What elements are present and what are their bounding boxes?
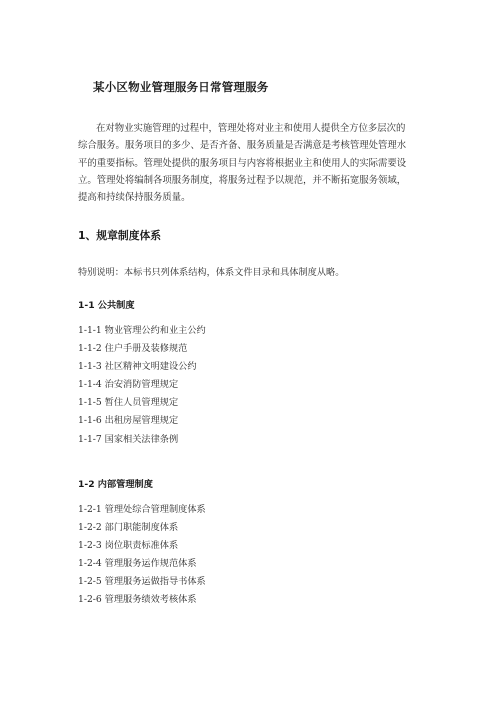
intro-line: 在对物业实施管理的过程中，管理处将对业主和使用人提供全方位多层次的 <box>96 123 406 134</box>
list-item: 1-1-1 物业管理公约和业主公约 <box>78 325 206 336</box>
list-item: 1-2-1 管理处综合管理制度体系 <box>78 504 206 515</box>
section-heading: 1、规章制度体系 <box>78 229 162 242</box>
intro-line: 立。管理处将编制各项服务制度，将服务过程予以规范，并不断拓宽服务领域， <box>78 174 407 186</box>
subsection-heading-internal-rules: 1-2 内部管理制度 <box>78 479 153 490</box>
list-item: 1-2-4 管理服务运作规范体系 <box>78 558 197 570</box>
public-rules-list <box>78 322 206 449</box>
list-item: 1-1-3 社区精神文明建设公约 <box>78 361 197 373</box>
subsection-heading-public-rules: 1-1 公共制度 <box>78 300 135 311</box>
list-item: 1-1-2 住户手册及装修规范 <box>78 343 188 355</box>
list-item: 1-2-3 岗位职责标准体系 <box>78 540 179 552</box>
list-item: 1-2-5 管理服务运做指导书体系 <box>78 576 206 588</box>
internal-rules-list <box>78 501 206 610</box>
list-item: 1-2-2 部门职能制度体系 <box>78 522 179 534</box>
intro-line: 提高和持续保持服务质量。 <box>78 192 191 204</box>
document-title: 某小区物业管理服务日常管理服务 <box>93 80 269 94</box>
list-item: 1-2-6 管理服务绩效考核体系 <box>78 594 197 606</box>
special-note: 特别说明：本标书只列体系结构，体系文件目录和具体制度从略。 <box>78 267 345 278</box>
list-item: 1-1-5 暂住人员管理规定 <box>78 397 179 409</box>
intro-line: 综合服务。服务项目的多少、是否齐备、服务质量是否满意是考核管理处管理水 <box>78 140 407 152</box>
list-item: 1-1-7 国家相关法律条例 <box>78 433 179 445</box>
intro-line: 平的重要指标。管理处提供的服务项目与内容将根据业主和使用人的实际需要设 <box>78 157 407 169</box>
list-item: 1-1-6 出租房屋管理规定 <box>78 415 179 427</box>
intro-paragraph <box>78 120 438 206</box>
list-item: 1-1-4 治安消防管理规定 <box>78 379 179 391</box>
